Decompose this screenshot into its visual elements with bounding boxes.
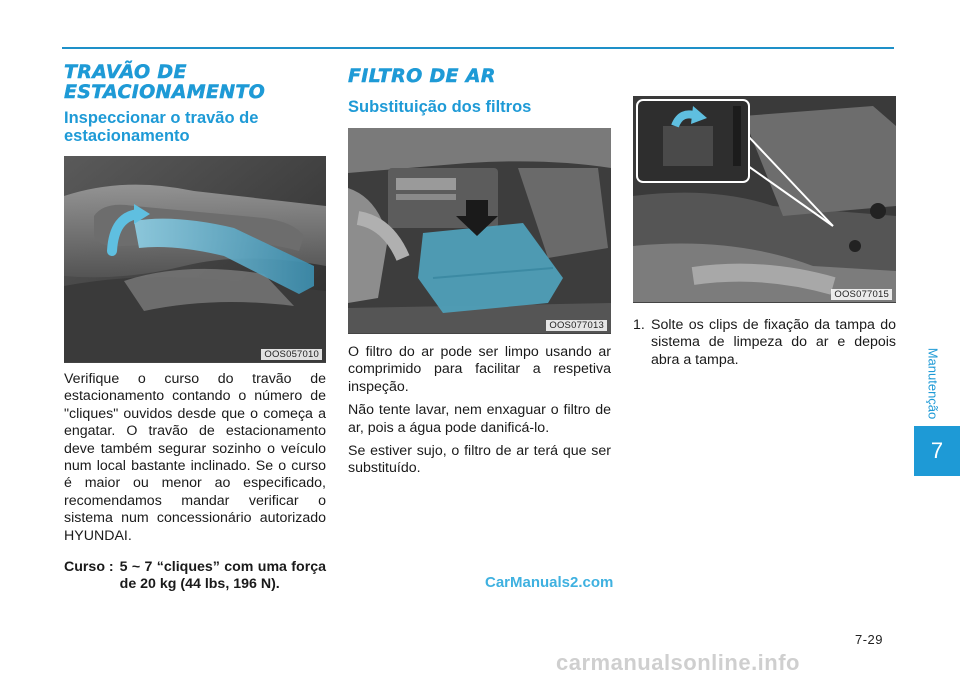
section-title-line2: ESTACIONAMENTO — [64, 81, 266, 103]
spec-value: 5 ~ 7 “cliques” com uma força de 20 kg (44 lbs, 196 N). — [119, 559, 326, 593]
paragraph-replace-dirty: Se estiver sujo, o filtro de ar terá que ser substituído. — [348, 443, 611, 477]
paragraph-clean-filter: O filtro do ar pode ser limpo usando ar comprimido para facilitar a respetiva inspeção. — [348, 344, 611, 395]
section-title-air-filter: FILTRO DE AR — [348, 65, 496, 87]
filter-clips-illustration — [633, 96, 896, 302]
column-parking-brake — [64, 62, 326, 594]
step-1 — [633, 317, 896, 369]
subtitle-replace-filters: Substituição dos filtros — [348, 98, 532, 116]
watermark-site: carmanualsonline.info — [556, 650, 800, 675]
page-number: 7-29 — [855, 632, 884, 647]
chapter-label — [924, 340, 940, 430]
header-rule — [62, 47, 894, 49]
chapter-label-text: Manutenção — [925, 347, 941, 420]
section-title-line1: TRAVÃO DE — [64, 61, 187, 83]
step-text: Solte os clips de fixação da tampa do sistema de limpeza do ar e depois abra a tampa. — [651, 317, 896, 368]
engine-bay-illustration — [348, 128, 611, 333]
figure-caption: OOS077013 — [546, 320, 607, 331]
figure-air-filter-location — [348, 128, 611, 334]
watermark-link[interactable]: CarManuals2.com — [485, 574, 614, 591]
parking-brake-illustration — [64, 156, 326, 362]
column-air-filter-steps — [633, 62, 896, 369]
section-title-parking-brake — [64, 62, 326, 102]
paragraph-no-wash: Não tente lavar, nem enxaguar o filtro de ar, pois a água pode danificá-lo. — [348, 402, 611, 436]
figure-caption: OOS057010 — [261, 349, 322, 360]
column-air-filter — [348, 62, 611, 478]
figure-caption: OOS077015 — [831, 289, 892, 300]
figure-parking-brake — [64, 156, 326, 363]
chapter-number-tab: 7 — [914, 426, 960, 476]
down-arrow-icon — [466, 200, 488, 216]
spec-label: Curso : — [64, 559, 114, 576]
subtitle-inspect-brake: Inspeccionar o travão de estacionamento — [64, 109, 259, 145]
figure-filter-clips — [633, 96, 896, 303]
spec-stroke — [64, 559, 326, 594]
step-number: 1. — [633, 317, 645, 333]
paragraph-brake-check: Verifique o curso do travão de estacionamento contando o número de "cliques" ouvidos desde que o começa a engatar. O travão de estacionamento deve também segurar sozinho o veículo num local bastante inclinado. Se o curso é maior ou menor ao especificado, recomendamos mandar verificar o sistema num concessionário autorizado HYUNDAI. — [64, 371, 326, 544]
